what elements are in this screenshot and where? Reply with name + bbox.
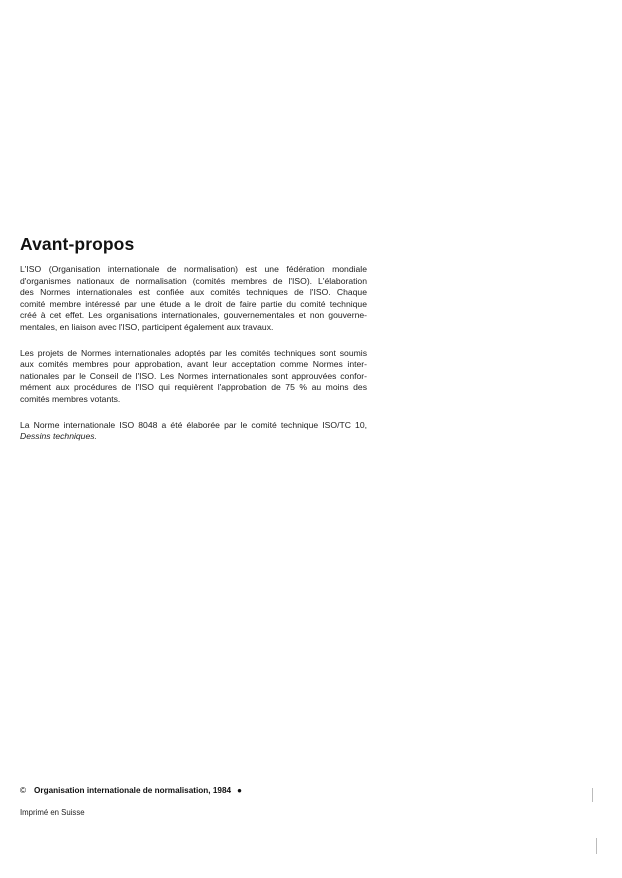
copyright-notice [20, 786, 242, 795]
copyright-icon: © [20, 786, 27, 795]
foreword-body [20, 264, 367, 457]
text-line: d'organismes nationaux de normalisation (comités membres de l'ISO). L'élaboration [20, 275, 367, 286]
text-line: aux comités membres pour approbation, avant leur acceptation comme Normes inter- [20, 359, 367, 370]
text-line: Les projets de Normes internationales adoptés par les comités techniques sont soumis [20, 347, 367, 358]
paragraph-approval [20, 348, 367, 406]
paragraph-standard-origin [20, 420, 367, 443]
committee-title: Dessins techniques. [20, 431, 97, 442]
text-line: créé à cet effet. Les organisations internationales, gouvernementales et non gouverne- [20, 310, 367, 321]
text-line: La Norme internationale ISO 8048 a été élaborée par le comité technique ISO/TC 10, [20, 419, 367, 430]
scan-artifact [596, 838, 597, 854]
text-line: L'ISO (Organisation internationale de normalisation) est une fédération mondiale [20, 264, 367, 274]
text-line: nationales par le Conseil de l'ISO. Les Normes internationales sont approuvées confor- [20, 370, 367, 381]
scan-artifact [592, 788, 593, 802]
text-line: comités membres votants. [20, 393, 121, 404]
text-line: des Normes internationales est confiée aux comités techniques de l'ISO. Chaque [20, 287, 367, 298]
page-title: Avant-propos [20, 234, 135, 254]
paragraph-iso-intro [20, 264, 367, 334]
bullet-icon: ● [237, 786, 243, 795]
copyright-organisation: Organisation internationale de normalisation, 1984 [34, 786, 232, 795]
text-line: comité membre intéressé par une étude a le droit de faire partie du comité technique [20, 298, 367, 309]
text-line: mentales, en liaison avec l'ISO, participent également aux travaux. [20, 321, 274, 332]
text-line: mément aux procédures de l'ISO qui requièrent l'approbation de 75 % au moins des [20, 382, 367, 393]
printed-in-notice: Imprimé en Suisse [20, 808, 85, 817]
